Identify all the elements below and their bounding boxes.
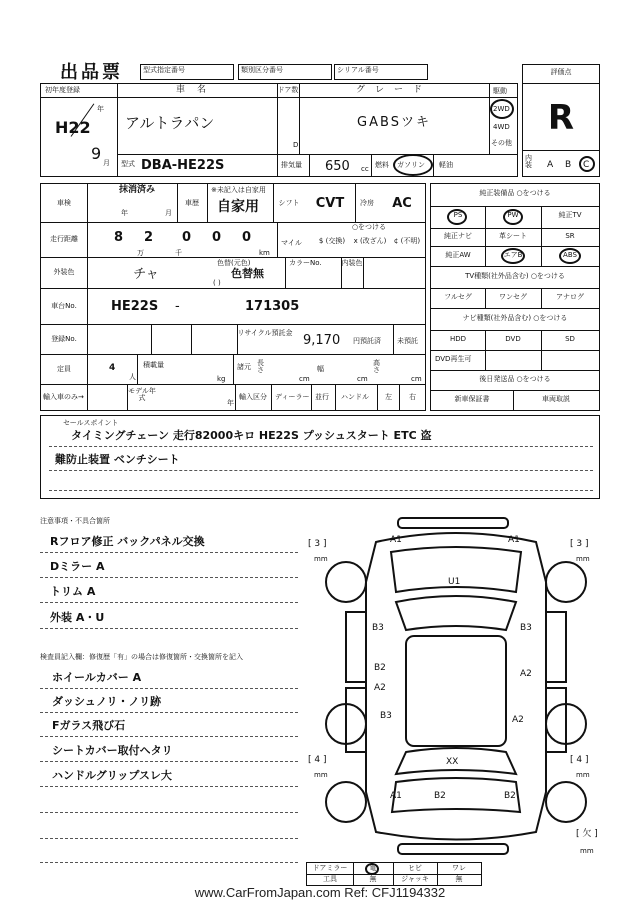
footer-jack-label: ジャッキ [401, 875, 429, 883]
roof-shape [406, 636, 506, 746]
km-unit: km [259, 249, 270, 257]
mileage-digit: 2 [144, 230, 154, 245]
shift-value: CVT [315, 195, 345, 211]
rear-bumper-shape [398, 844, 508, 854]
month-unit: 月 [103, 159, 110, 167]
tv-title: TV種類(社外品含む) ○をつける [465, 272, 565, 280]
shaken-year-unit: 年 [121, 209, 128, 217]
model-year-unit: 年 [227, 399, 234, 407]
car-name-label: 車名 [175, 85, 218, 95]
fuel-circle [393, 154, 433, 176]
trunk-shape [392, 778, 520, 812]
score-value: R [547, 98, 575, 138]
width-label: 幅 [317, 365, 324, 373]
score-box [522, 64, 600, 177]
tv-analog: アナログ [556, 293, 584, 301]
mileage-digit: 0 [182, 230, 192, 245]
drive-other: その他 [491, 139, 512, 147]
mileage-digit: 0 [212, 230, 222, 245]
import-label: 輸入車のみ→ [43, 393, 84, 401]
use-value: 自家用 [217, 199, 259, 215]
model-label: 型式 [121, 160, 135, 168]
class-number-label: 類別区分番号 [241, 66, 283, 74]
serial-number-label: シリアル番号 [337, 66, 379, 74]
note-rule [40, 577, 298, 578]
handle-right: 右 [409, 393, 416, 401]
after-title: 後日発送品 ○をつける [479, 375, 551, 383]
wheel-fr [546, 562, 586, 602]
equip-ps-circle [447, 209, 467, 225]
footer-jack-value: 無 [455, 875, 463, 883]
height-cm: cm [411, 375, 422, 383]
note-rule [40, 628, 298, 629]
color-value: チャ [133, 267, 159, 282]
shift-label: シフト [278, 198, 300, 207]
mark-a1-rear-left: A1 [390, 791, 402, 801]
chassis-dash: - [175, 299, 180, 314]
sales-line-1: タイミングチェーン 走行82000キロ HE22S プッシュスタート ETC 盗 [71, 429, 432, 442]
footer-mirror-circle [365, 863, 379, 875]
import-dealer: ディーラー [275, 393, 310, 401]
tread-fl: [ 3 ] [308, 539, 327, 549]
chassis-model: HE22S [111, 299, 159, 314]
mark-b2-rear-center: B2 [434, 791, 446, 801]
ac-value: AC [392, 195, 412, 211]
tv-fullseg: フルセグ [444, 293, 472, 301]
equip-pw-circle [503, 209, 523, 225]
inspector-item: ダッシュノリ・ノリ跡 [52, 695, 162, 708]
int-color-label: 内装色 [341, 259, 363, 267]
inspector-item: ホイールカバー A [52, 671, 142, 684]
navi-sd: SD [565, 335, 575, 343]
displacement-value: 650 [325, 159, 350, 174]
mark-a2-right-rear: A2 [512, 715, 524, 725]
mark-b3-left-rear: B3 [380, 711, 392, 721]
mileage-digit: 0 [242, 230, 252, 245]
load-label: 積載量 [143, 361, 164, 369]
height-label: 高さ [373, 359, 380, 374]
sales-line-2: 難防止装置 ベンチシート [55, 453, 180, 466]
length-label: 長さ [257, 359, 264, 374]
kg-unit: kg [217, 375, 226, 383]
inspector-rule [40, 862, 298, 863]
navi-title: ナビ種類(社外品含む) ○をつける [462, 314, 568, 322]
inspector-label: 検査員記入欄：修復歴「有」の場合は修復箇所・交換箇所を記入 [40, 653, 243, 661]
use-note: ※未記入は自家用 [211, 186, 266, 194]
form-title: 出品票 [60, 62, 123, 83]
after-warranty: 新車保証書 [454, 395, 490, 403]
inspector-rule [40, 761, 298, 762]
dims-label: 諸元 [237, 363, 251, 371]
reg-year: H22 [55, 118, 91, 137]
inspection-box [40, 183, 426, 411]
chassis-label: 車台No. [51, 301, 77, 310]
handle-label: ハンドル [341, 393, 369, 401]
equipment-box [430, 183, 600, 411]
car-diagram [306, 512, 606, 862]
equip-leather: 革シート [499, 232, 527, 240]
import-type-label: 輸入区分 [239, 393, 267, 401]
tread-spare-unit: mm [580, 847, 594, 855]
year-unit: 年 [97, 105, 104, 113]
score-label: 評価点 [550, 68, 572, 76]
import-parallel: 並行 [315, 393, 329, 401]
equip-ps: PS [453, 211, 463, 219]
meter-note: ○をつける [351, 223, 387, 231]
left-doors-shape [346, 612, 366, 752]
mark-b3-right-front: B3 [520, 623, 532, 633]
meter-unknown: ¢ (不明) [393, 237, 421, 245]
footer-break-label: ワレ [452, 864, 466, 872]
vehicle-info-box [40, 83, 518, 177]
inspector-item: Fガラス飛び石 [52, 719, 126, 732]
after-manual: 車両取説 [542, 395, 570, 403]
footer-tools-label: 工具 [323, 875, 337, 883]
footer-mirror-label: ドアミラー [312, 864, 348, 872]
original-color-paren: ( ) [213, 279, 221, 287]
grade-label: グレード [355, 85, 432, 95]
navi-dvd: DVD [505, 335, 521, 343]
shaken-value: 抹消済み [118, 185, 155, 195]
ac-label: 冷房 [360, 198, 374, 207]
mark-b2-rear-right: B2 [504, 791, 516, 801]
recycle-label: リサイクル預託金 [237, 329, 293, 337]
fuel-label: 燃料 [375, 161, 389, 169]
footer-crack-label: ヒビ [408, 864, 422, 872]
mark-b3-left-front: B3 [372, 623, 384, 633]
interior-grade-a: A [547, 160, 554, 170]
inspector-rule [40, 838, 298, 839]
inspector-rule [40, 736, 298, 737]
inspector-item: ハンドルグリップスレ大 [52, 769, 172, 782]
sales-point-label: セールスポイント [63, 419, 119, 427]
tv-oneseg: ワンセグ [499, 293, 527, 301]
equip-airbag-circle [501, 248, 525, 264]
inspector-rule [40, 688, 298, 689]
mileage-digit: 8 [114, 230, 124, 245]
footer-table [306, 862, 482, 886]
meter-exchange: $ (交換) [318, 237, 346, 245]
cc-unit: cc [361, 165, 369, 173]
mileage-label: 走行距離 [50, 235, 78, 243]
equip-airbag: エアB [503, 251, 523, 259]
original-color-value: 色替無 [231, 267, 264, 280]
wheel-fl [326, 562, 366, 602]
shaken-label: 車検 [57, 198, 71, 207]
equip-abs: ABS [563, 251, 577, 259]
inspector-rule [40, 712, 298, 713]
tread-rr-unit: mm [576, 771, 590, 779]
drive-4wd: 4WD [493, 123, 510, 131]
width-cm: cm [357, 375, 368, 383]
capacity-label: 定員 [57, 364, 71, 373]
drive-2wd: 2WD [493, 105, 510, 113]
tread-spare: [ 欠 ] [576, 829, 598, 839]
sales-point-box [40, 415, 600, 499]
first-reg-label: 初年度登録 [45, 86, 80, 94]
length-cm: cm [299, 375, 310, 383]
tread-fr: [ 3 ] [570, 539, 589, 549]
recycle-not: 未預託 [397, 337, 418, 345]
navi-hdd: HDD [449, 335, 467, 343]
windshield-shape [396, 596, 516, 630]
equip-aw: 純正AW [445, 251, 471, 259]
notes-label: 注意事項・不具合箇所 [40, 517, 110, 525]
wheel-rear-l [326, 782, 366, 822]
mark-a2-right-door: A2 [520, 669, 532, 679]
tread-rl-unit: mm [314, 771, 328, 779]
inspector-item: シートカバー取付ヘタリ [52, 744, 173, 757]
footer-tools-value: 無 [369, 875, 377, 883]
colorno-label: カラーNo. [289, 259, 322, 267]
equip-navi: 純正ナビ [444, 232, 472, 240]
note-item: トリム A [50, 585, 96, 598]
right-doors-shape [546, 612, 566, 752]
note-item: Rフロア修正 バックパネル交換 [50, 535, 205, 548]
front-bumper-shape [398, 518, 508, 528]
type-designation-label: 型式指定番号 [143, 66, 185, 74]
recycle-unit: 円預託済 [353, 337, 381, 345]
interior-grade-b: B [565, 160, 572, 170]
sen-unit: 千 [175, 249, 182, 257]
color-label: 外装色 [53, 268, 75, 276]
tread-fl-unit: mm [314, 555, 328, 563]
interior-label: 内装 [525, 154, 532, 169]
regno-label: 登録No. [51, 334, 77, 343]
mark-b2-left-door: B2 [374, 663, 386, 673]
note-item: 外装 A・U [50, 611, 105, 624]
equip-sr: SR [565, 232, 575, 240]
equip-pw: PW [507, 211, 519, 219]
doors-label: ドア数 [277, 86, 299, 94]
footer-mirror-value: 電 [369, 864, 377, 872]
displacement-label: 排気量 [281, 161, 302, 169]
use-label: 車歴 [185, 198, 199, 207]
equipment-title: 純正装備品 ○をつける [479, 189, 551, 197]
fuel-gasoline: ガソリン [397, 161, 425, 169]
grade-value: GABSツキ [357, 115, 431, 130]
tread-rr: [ 4 ] [570, 755, 589, 765]
mile-label: マイル [281, 239, 302, 247]
model-year-label: モデル年式 [128, 387, 156, 402]
capacity-value: 4 [109, 363, 116, 373]
man-unit: 万 [137, 249, 144, 257]
reg-month: 9 [91, 144, 102, 163]
mark-u1-hood: U1 [448, 577, 461, 587]
tread-fr-unit: mm [576, 555, 590, 563]
wheel-rear-r [546, 782, 586, 822]
mark-a1-front-left: A1 [390, 535, 402, 545]
drive-label: 駆動 [493, 87, 507, 95]
equip-tv: 純正TV [558, 211, 582, 219]
class-number-field [238, 64, 332, 80]
recycle-value: 9,170 [303, 333, 341, 348]
handle-left: 左 [385, 393, 392, 401]
interior-grade-circle [579, 156, 595, 172]
watermark: www.CarFromJapan.com Ref: CFJ1194332 [194, 885, 446, 900]
car-name: アルトラパン [125, 114, 215, 132]
doors-unit: D [293, 141, 299, 149]
serial-number-field [334, 64, 428, 80]
tread-rl: [ 4 ] [308, 755, 327, 765]
note-item: Dミラー A [50, 560, 105, 573]
mark-xx-rear: XX [446, 757, 459, 767]
original-color-label: 色替(元色) [217, 259, 251, 267]
interior-grade-c: C [583, 160, 590, 170]
model-value: DBA-HE22S [141, 158, 225, 173]
equip-abs-circle [559, 248, 581, 264]
mark-a2-left-door: A2 [374, 683, 386, 693]
drive-2wd-circle [490, 99, 514, 119]
mark-a1-front-right: A1 [508, 535, 520, 545]
type-designation-field [140, 64, 234, 80]
inspector-rule [40, 786, 298, 787]
shaken-month-unit: 月 [165, 209, 172, 217]
note-rule [40, 552, 298, 553]
fuel-diesel: 軽油 [439, 161, 453, 169]
dvd-playback: DVD再生可 [435, 355, 472, 363]
meter-tampered: x (改ざん) [353, 237, 387, 245]
note-rule [40, 602, 298, 603]
inspector-rule [40, 812, 298, 813]
chassis-number: 171305 [245, 299, 300, 314]
person-unit: 人 [129, 373, 136, 381]
